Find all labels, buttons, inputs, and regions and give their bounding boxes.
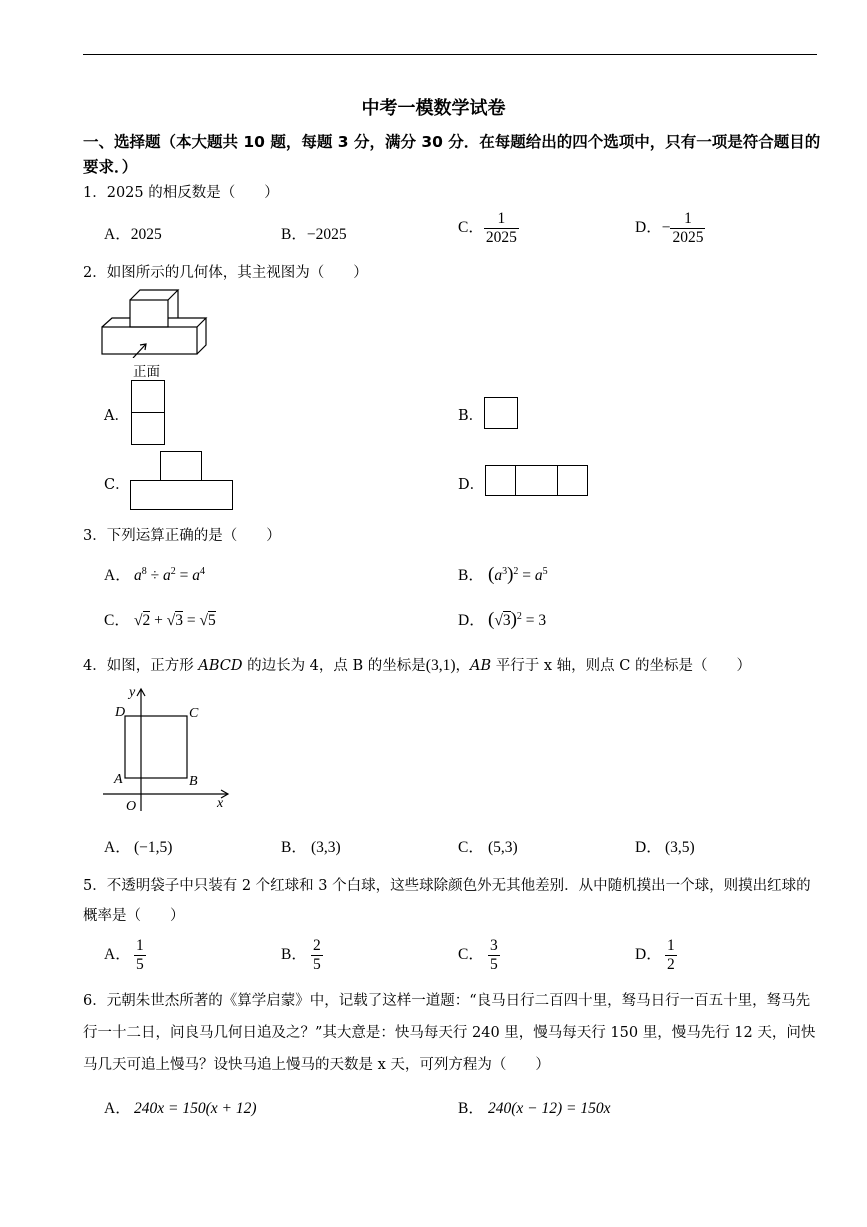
q3-a-base2: a (163, 567, 171, 584)
q6-b-value: 240(x − 12) = 150x (488, 1100, 611, 1117)
q5-a-numerator: 1 (136, 937, 144, 954)
q3-c-radicand2: 3 (175, 612, 184, 629)
q1-b-value: −2025 (306, 226, 347, 243)
q4-stem-comma: ， (455, 658, 470, 674)
q5-option-a[interactable] (104, 937, 146, 974)
q3-option-d[interactable]: D． $(√3)^2 = 3$ (458, 609, 547, 630)
q6-a-label: A． (104, 1100, 131, 1117)
q6-option-a[interactable] (104, 1096, 257, 1118)
q4-c-label: C． (458, 839, 484, 856)
q4-label-y: y (129, 685, 136, 700)
q2-d-mid-cell (515, 465, 558, 496)
q3-d-radicand: 3 (502, 612, 511, 629)
q4-stem-post: 平行于 x 轴，则点 C 的坐标是（ ） (491, 658, 751, 674)
q4-a-label: A． (104, 839, 131, 856)
q4-d-label: D． (635, 839, 662, 856)
q4-label-d: D (115, 705, 126, 720)
q5-option-b[interactable] (281, 937, 323, 974)
q3-c-eq: = (186, 612, 196, 629)
q3-a-eq: = (179, 567, 189, 584)
q5-c-numerator: 3 (490, 937, 498, 954)
q4-option-d[interactable] (635, 835, 695, 857)
q3-b-open: ( (488, 564, 495, 585)
q4-coordinate-figure (100, 683, 235, 813)
q4-option-a[interactable] (104, 835, 172, 857)
q6-stem: 6．元朝朱世杰所著的《算学启蒙》中，记载了这样一道题：“良马日行二百四十里，驽马日行一百五十里，驽马先行一十二日，问良马几何日追及之？”其大意是：快马每天行 240 里，慢马每天行 150 里，慢马先行 12 天，问快马几天可追上慢马？设快马追上慢马的天数是 x 天，可列方程为（ ） (83, 993, 816, 1073)
q2-solid-figure (100, 286, 215, 358)
q2-a-bottom-square (131, 412, 165, 445)
q4-stem-ab: AB (470, 658, 492, 674)
q4-label-x: x (217, 796, 224, 811)
q1-option-a[interactable] (104, 222, 162, 244)
q3-b-inner-exp: 3 (502, 565, 508, 577)
q4-stem-pre: 4．如图，正方形 (83, 658, 199, 674)
q3-b-result-exp: 5 (542, 565, 548, 577)
q1-a-value: 2025 (130, 226, 162, 243)
q5-d-label: D． (635, 945, 662, 963)
q1-c-numerator: 1 (497, 210, 506, 227)
q5-c-label: C． (458, 945, 484, 963)
q5-b-denominator: 5 (313, 955, 321, 973)
q2-d-label: D． (458, 477, 485, 493)
q2-c-top-rect (160, 451, 202, 481)
q2-option-b-view[interactable] (484, 397, 518, 429)
q3-d-close: ) (510, 609, 517, 630)
q3-c-op: + (154, 612, 163, 629)
q3-a-exp3: 4 (200, 565, 206, 577)
q3-a-op: ÷ (150, 567, 160, 584)
q3-c-radicand1: 2 (142, 612, 151, 629)
q1-b-label: B． (281, 226, 307, 243)
q1-c-denominator: 2025 (485, 228, 517, 246)
q3-a-exp1: 8 (141, 565, 147, 577)
q6-b-label: B． (458, 1100, 484, 1117)
q2-d-left-cell (485, 465, 516, 496)
q4-stem-point: (3,1) (425, 657, 456, 674)
q6-a-value: 240x = 150(x + 12) (134, 1100, 257, 1117)
q2-front-label: 正面 (133, 364, 160, 380)
q4-label-c: C (189, 706, 199, 721)
q1-d-numerator: 1 (684, 210, 692, 227)
page-title: 中考一模数学试卷 (361, 98, 506, 119)
q4-b-value: (3,3) (311, 839, 341, 856)
q5-a-denominator: 5 (136, 955, 144, 973)
q3-a-base1: a (134, 567, 142, 584)
q2-d-right-cell (557, 465, 588, 496)
q5-a-label: A． (104, 945, 131, 963)
q1-stem: 1．2025 的相反数是（ ） (83, 185, 279, 201)
q2-c-base-rect (130, 480, 233, 510)
q5-option-d[interactable] (635, 937, 677, 974)
q3-a-exp2: 2 (170, 565, 176, 577)
q4-option-b[interactable] (281, 835, 341, 857)
q2-a-label: A． (104, 408, 129, 424)
q5-b-label: B． (281, 945, 307, 963)
q4-label-a: A (114, 772, 123, 787)
q3-d-open: ( (488, 609, 495, 630)
q3-c-radicand3: 5 (208, 612, 216, 629)
q4-a-value: (−1,5) (134, 839, 173, 856)
q5-b-numerator: 2 (313, 937, 321, 954)
q1-option-d[interactable] (635, 210, 705, 247)
q3-b-base: a (494, 567, 503, 584)
q3-d-exp: 2 (516, 610, 522, 622)
q2-stem: 2．如图所示的几何体，其主视图为（ ） (83, 265, 368, 281)
q5-stem: 5．不透明袋子中只装有 2 个红球和 3 个白球，这些球除颜色外无其他差别．从中随机摸出一个球，则摸出红球的概率是（ ） (83, 878, 811, 924)
q4-label-o: O (126, 799, 137, 813)
header-rule (83, 54, 817, 55)
q3-a-label: A． (104, 567, 131, 584)
q4-stem-mid: 的边长为 4，点 B 的坐标是 (242, 658, 426, 674)
q1-c-label: C． (458, 218, 484, 236)
q3-d-result: 3 (538, 612, 547, 629)
q3-b-close: ) (507, 564, 514, 585)
q3-option-b[interactable] (458, 563, 548, 586)
q4-c-value: (5,3) (488, 839, 518, 856)
q4-stem (83, 654, 751, 675)
q5-d-numerator: 1 (667, 937, 675, 954)
q3-b-result: a (534, 567, 543, 584)
q2-b-label: B． (458, 408, 484, 424)
q3-d-eq: = (525, 612, 535, 629)
q1-a-label: A． (104, 226, 131, 243)
section-heading: 一、选择题（本大题共 10 题，每题 3 分，满分 30 分．在每题给出的四个选项中，只有一项是符合题目的要求．） (83, 133, 821, 176)
q4-option-c[interactable] (458, 835, 518, 857)
q3-b-outer-exp: 2 (513, 565, 519, 577)
q2-c-label: C． (104, 477, 130, 493)
q3-b-label: B． (458, 567, 484, 584)
q1-d-label: D． (635, 218, 662, 236)
q2-a-top-square (131, 380, 165, 413)
q1-option-c[interactable] (458, 210, 519, 247)
q3-option-a[interactable] (104, 563, 205, 585)
q3-d-label: D． (458, 612, 485, 629)
q1-d-sign: − (661, 218, 671, 236)
q5-d-denominator: 2 (667, 955, 675, 973)
q4-label-b: B (189, 774, 198, 789)
q1-option-b[interactable] (281, 222, 347, 244)
q1-d-denominator: 2025 (672, 228, 704, 246)
q6-option-b[interactable] (458, 1096, 611, 1118)
q4-d-value: (3,5) (665, 839, 695, 856)
q4-b-label: B． (281, 839, 307, 856)
q4-stem-abcd: ABCD (198, 658, 243, 674)
q3-c-label: C． (104, 612, 130, 629)
q3-b-eq: = (522, 567, 532, 584)
q5-option-c[interactable] (458, 937, 500, 974)
q4-square (125, 716, 187, 778)
q3-stem: 3．下列运算正确的是（ ） (83, 528, 281, 544)
q3-a-base3: a (192, 567, 201, 584)
q3-option-c[interactable]: C． √2 + √3 = √5 (104, 608, 216, 630)
q5-c-denominator: 5 (490, 955, 498, 973)
